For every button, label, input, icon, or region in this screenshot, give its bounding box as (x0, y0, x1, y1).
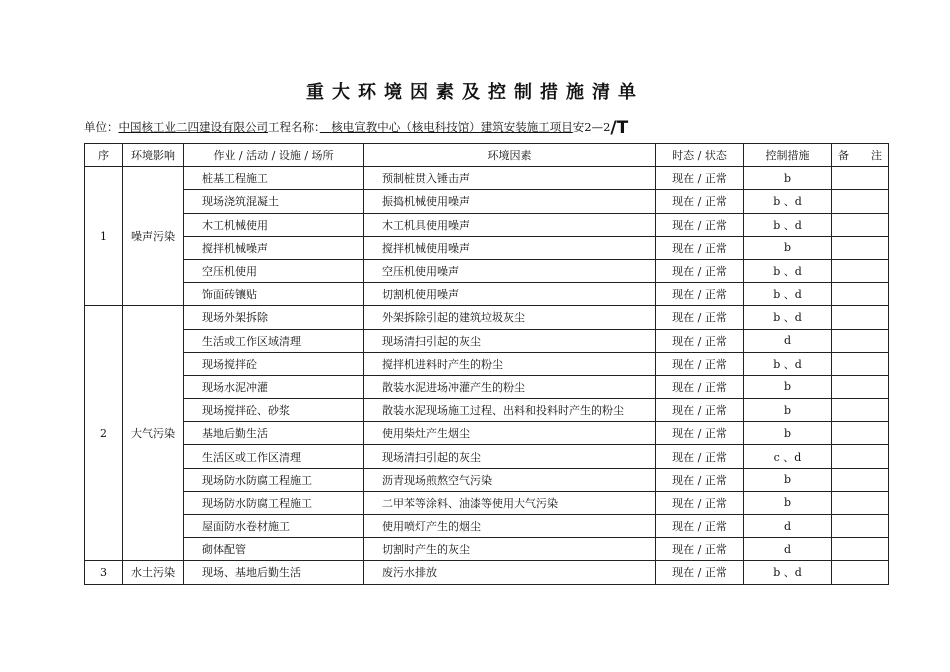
state-cell: 现在 / 正常 (656, 329, 744, 352)
unit-line (84, 118, 628, 138)
activity-cell: 现场防水防腐工程施工 (184, 468, 364, 491)
table-row (85, 375, 889, 398)
table-row (85, 468, 889, 491)
remark-cell (832, 190, 889, 213)
measure-cell: b 、d (744, 283, 832, 306)
group-number: 2 (85, 306, 123, 561)
remark-cell (832, 306, 889, 329)
activity-cell: 基地后勤生活 (184, 422, 364, 445)
factor-cell: 搅拌机进料时产生的粉尘 (364, 352, 656, 375)
table-row (85, 445, 889, 468)
remark-cell (832, 515, 889, 538)
factor-cell: 现场清扫引起的灰尘 (364, 445, 656, 468)
measure-cell: b (744, 491, 832, 514)
table-row (85, 491, 889, 514)
activity-cell: 饰面砖镶贴 (184, 283, 364, 306)
table-row (85, 236, 889, 259)
table-header-row (85, 144, 889, 167)
remark-cell (832, 283, 889, 306)
table-row (85, 561, 889, 584)
group-number: 3 (85, 561, 123, 584)
measure-cell: b (744, 399, 832, 422)
activity-cell: 现场外架拆除 (184, 306, 364, 329)
remark-cell (832, 422, 889, 445)
group-number: 1 (85, 167, 123, 306)
remark-cell (832, 375, 889, 398)
activity-cell: 屋面防水卷材施工 (184, 515, 364, 538)
remark-cell (832, 538, 889, 561)
table-row (85, 259, 889, 282)
table-row (85, 190, 889, 213)
factor-cell: 振捣机械使用噪声 (364, 190, 656, 213)
factor-cell: 预制桩贯入锤击声 (364, 167, 656, 190)
header-remark: 备 注 (832, 144, 889, 167)
header-impact: 环境影响 (123, 144, 184, 167)
activity-cell: 木工机械使用 (184, 213, 364, 236)
activity-cell: 现场、基地后勤生活 (184, 561, 364, 584)
table-row (85, 399, 889, 422)
measure-cell: b (744, 375, 832, 398)
factor-cell: 现场清扫引起的灰尘 (364, 329, 656, 352)
table-row (85, 213, 889, 236)
measure-cell: b 、d (744, 561, 832, 584)
activity-cell: 现场搅拌砼、砂浆 (184, 399, 364, 422)
activity-cell: 桩基工程施工 (184, 167, 364, 190)
factor-cell: 散装水泥现场施工过程、出料和投料时产生的粉尘 (364, 399, 656, 422)
measure-cell: d (744, 329, 832, 352)
measure-cell: b 、d (744, 213, 832, 236)
project-value: 核电宣教中心（核电科技馆）建筑安装施工项目 (331, 120, 573, 134)
table-row (85, 515, 889, 538)
table-row (85, 352, 889, 375)
measure-cell: c 、d (744, 445, 832, 468)
activity-cell: 生活或工作区域清理 (184, 329, 364, 352)
state-cell: 现在 / 正常 (656, 561, 744, 584)
measure-cell: b (744, 236, 832, 259)
group-impact: 水土污染 (123, 561, 184, 584)
factor-cell: 废污水排放 (364, 561, 656, 584)
factor-cell: 使用喷灯产生的烟尘 (364, 515, 656, 538)
remark-cell (832, 213, 889, 236)
measure-cell: b (744, 422, 832, 445)
state-cell: 现在 / 正常 (656, 399, 744, 422)
remark-cell (832, 561, 889, 584)
remark-cell (832, 491, 889, 514)
measure-cell: b 、d (744, 352, 832, 375)
group-impact: 噪声污染 (123, 167, 184, 306)
project-label: 工程名称： (268, 120, 320, 134)
remark-cell (832, 445, 889, 468)
state-cell: 现在 / 正常 (656, 167, 744, 190)
state-cell: 现在 / 正常 (656, 491, 744, 514)
measure-cell: b (744, 167, 832, 190)
table-row (85, 422, 889, 445)
activity-cell: 现场浇筑混凝土 (184, 190, 364, 213)
activity-cell: 搅拌机械噪声 (184, 236, 364, 259)
unit-value: 中国核工业二四建设有限公司 (118, 120, 268, 134)
factor-cell: 外架拆除引起的建筑垃圾灰尘 (364, 306, 656, 329)
remark-cell (832, 259, 889, 282)
document-code-mark: /T (610, 118, 629, 138)
factor-cell: 切割时产生的灰尘 (364, 538, 656, 561)
table-row (85, 306, 889, 329)
state-cell: 现在 / 正常 (656, 306, 744, 329)
unit-label: 单位： (84, 120, 119, 134)
factor-cell: 切割机使用噪声 (364, 283, 656, 306)
factor-cell: 木工机具使用噪声 (364, 213, 656, 236)
measure-cell: d (744, 538, 832, 561)
header-state: 时态 / 状态 (656, 144, 744, 167)
factor-cell: 搅拌机械使用噪声 (364, 236, 656, 259)
remark-cell (832, 399, 889, 422)
activity-cell: 现场水泥冲灌 (184, 375, 364, 398)
factor-cell: 沥青现场煎熬空气污染 (364, 468, 656, 491)
measure-cell: b 、d (744, 306, 832, 329)
state-cell: 现在 / 正常 (656, 445, 744, 468)
factor-cell: 散装水泥进场冲灌产生的粉尘 (364, 375, 656, 398)
environment-factor-table (84, 143, 889, 585)
state-cell: 现在 / 正常 (656, 538, 744, 561)
state-cell: 现在 / 正常 (656, 352, 744, 375)
header-activity: 作业 / 活动 / 设施 / 场所 (184, 144, 364, 167)
state-cell: 现在 / 正常 (656, 283, 744, 306)
activity-cell: 砌体配管 (184, 538, 364, 561)
state-cell: 现在 / 正常 (656, 422, 744, 445)
measure-cell: b 、d (744, 190, 832, 213)
header-factor: 环境因素 (364, 144, 656, 167)
activity-cell: 生活区或工作区清理 (184, 445, 364, 468)
state-cell: 现在 / 正常 (656, 190, 744, 213)
state-cell: 现在 / 正常 (656, 515, 744, 538)
factor-cell: 二甲苯等涂料、油漆等使用大气污染 (364, 491, 656, 514)
activity-cell: 现场防水防腐工程施工 (184, 491, 364, 514)
document-code: 安2—2 (572, 120, 611, 134)
measure-cell: b 、d (744, 259, 832, 282)
state-cell: 现在 / 正常 (656, 375, 744, 398)
state-cell: 现在 / 正常 (656, 213, 744, 236)
table-row (85, 329, 889, 352)
table-row (85, 283, 889, 306)
state-cell: 现在 / 正常 (656, 468, 744, 491)
table-row (85, 538, 889, 561)
remark-cell (832, 329, 889, 352)
factor-cell: 空压机使用噪声 (364, 259, 656, 282)
page-title: 重大环境因素及控制措施清单 (306, 82, 644, 103)
group-impact: 大气污染 (123, 306, 184, 561)
header-measure: 控制措施 (744, 144, 832, 167)
factor-cell: 使用柴灶产生烟尘 (364, 422, 656, 445)
state-cell: 现在 / 正常 (656, 236, 744, 259)
state-cell: 现在 / 正常 (656, 259, 744, 282)
measure-cell: d (744, 515, 832, 538)
remark-cell (832, 236, 889, 259)
table-row (85, 167, 889, 190)
remark-cell (832, 167, 889, 190)
activity-cell: 现场搅拌砼 (184, 352, 364, 375)
remark-cell (832, 352, 889, 375)
activity-cell: 空压机使用 (184, 259, 364, 282)
header-no: 序 (85, 144, 123, 167)
remark-cell (832, 468, 889, 491)
measure-cell: b (744, 468, 832, 491)
